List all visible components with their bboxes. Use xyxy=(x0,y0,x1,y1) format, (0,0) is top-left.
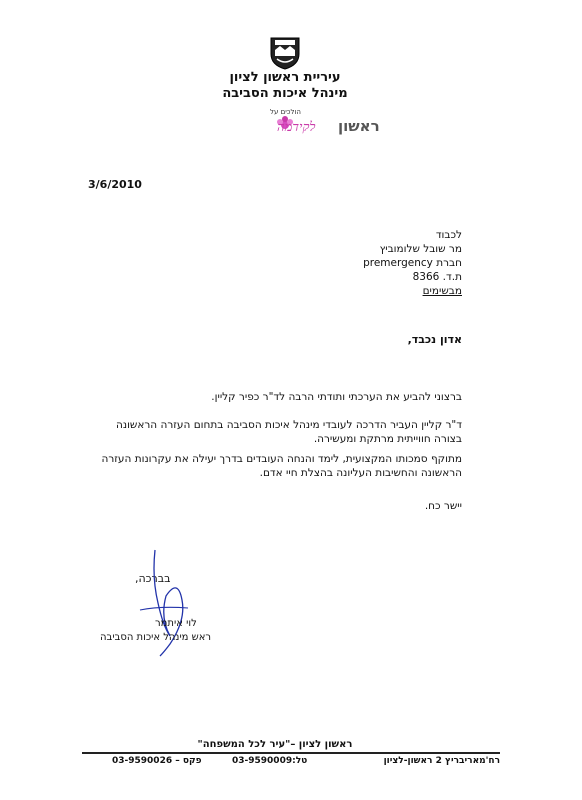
salutation: אדון נכבד, xyxy=(407,333,462,346)
svg-text:ראשון: ראשון xyxy=(338,117,380,135)
footer-slogan: ראשון לציון –"עיר לכל המשפחה" xyxy=(197,739,353,750)
footer-address: רח'מאריבריץ 2 ראשון-לציון xyxy=(383,756,500,766)
addressee-to: לכבוד xyxy=(435,229,462,241)
addressee-po-box: ת.ד. 8366 xyxy=(412,271,462,283)
rishon-brand-logo xyxy=(230,114,380,136)
closing-regards: בברכה, xyxy=(135,572,171,585)
body-paragraph-4: יישר כח. xyxy=(424,500,462,512)
letter-date: 3/6/2010 xyxy=(88,178,142,191)
signer-title: ראש מינהל איכות הסביבה xyxy=(100,632,212,643)
footer-contact xyxy=(82,756,500,770)
addressee-company: חברת premergency xyxy=(363,257,462,269)
footer-divider xyxy=(82,752,500,754)
addressee-town: מבשימים xyxy=(422,285,462,297)
svg-text:לקידמה: לקידמה xyxy=(277,120,316,135)
brand-tagline: הולכים על xyxy=(270,108,301,116)
addressee-name: מר שובל שלומוביץ xyxy=(379,243,462,255)
body-paragraph-3: מתוקף סמכותו המקצועית, לימד והנחה העובדים בדרך יעילה את עקרונות העזרה הראשונה והחשיבות העליונה בהצלת חיי אדם. xyxy=(101,453,462,479)
addressee-block xyxy=(262,228,462,298)
city-crest-icon xyxy=(268,34,302,70)
signer-name: לוי איתמר xyxy=(155,618,197,629)
footer-fax: פקס – 03-9590026 xyxy=(112,756,202,766)
footer-phone: טל:03-9590009 xyxy=(232,756,308,766)
city-name: עיריית ראשון לציון xyxy=(229,70,341,85)
body-paragraph-1: ברצוני להביע את הערכתי ותודתי הרבה לד"ר כפיר קליין. xyxy=(211,391,462,403)
body-paragraph-2: ד"ר קליין העביר הדרכה לעובדי מינהל איכות הסביבה בתחום העזרה הראשונה בצורה חווייתית מרתקת ומעשירה. xyxy=(116,419,462,445)
department-name: מינהל איכות הסביבה xyxy=(222,86,348,101)
